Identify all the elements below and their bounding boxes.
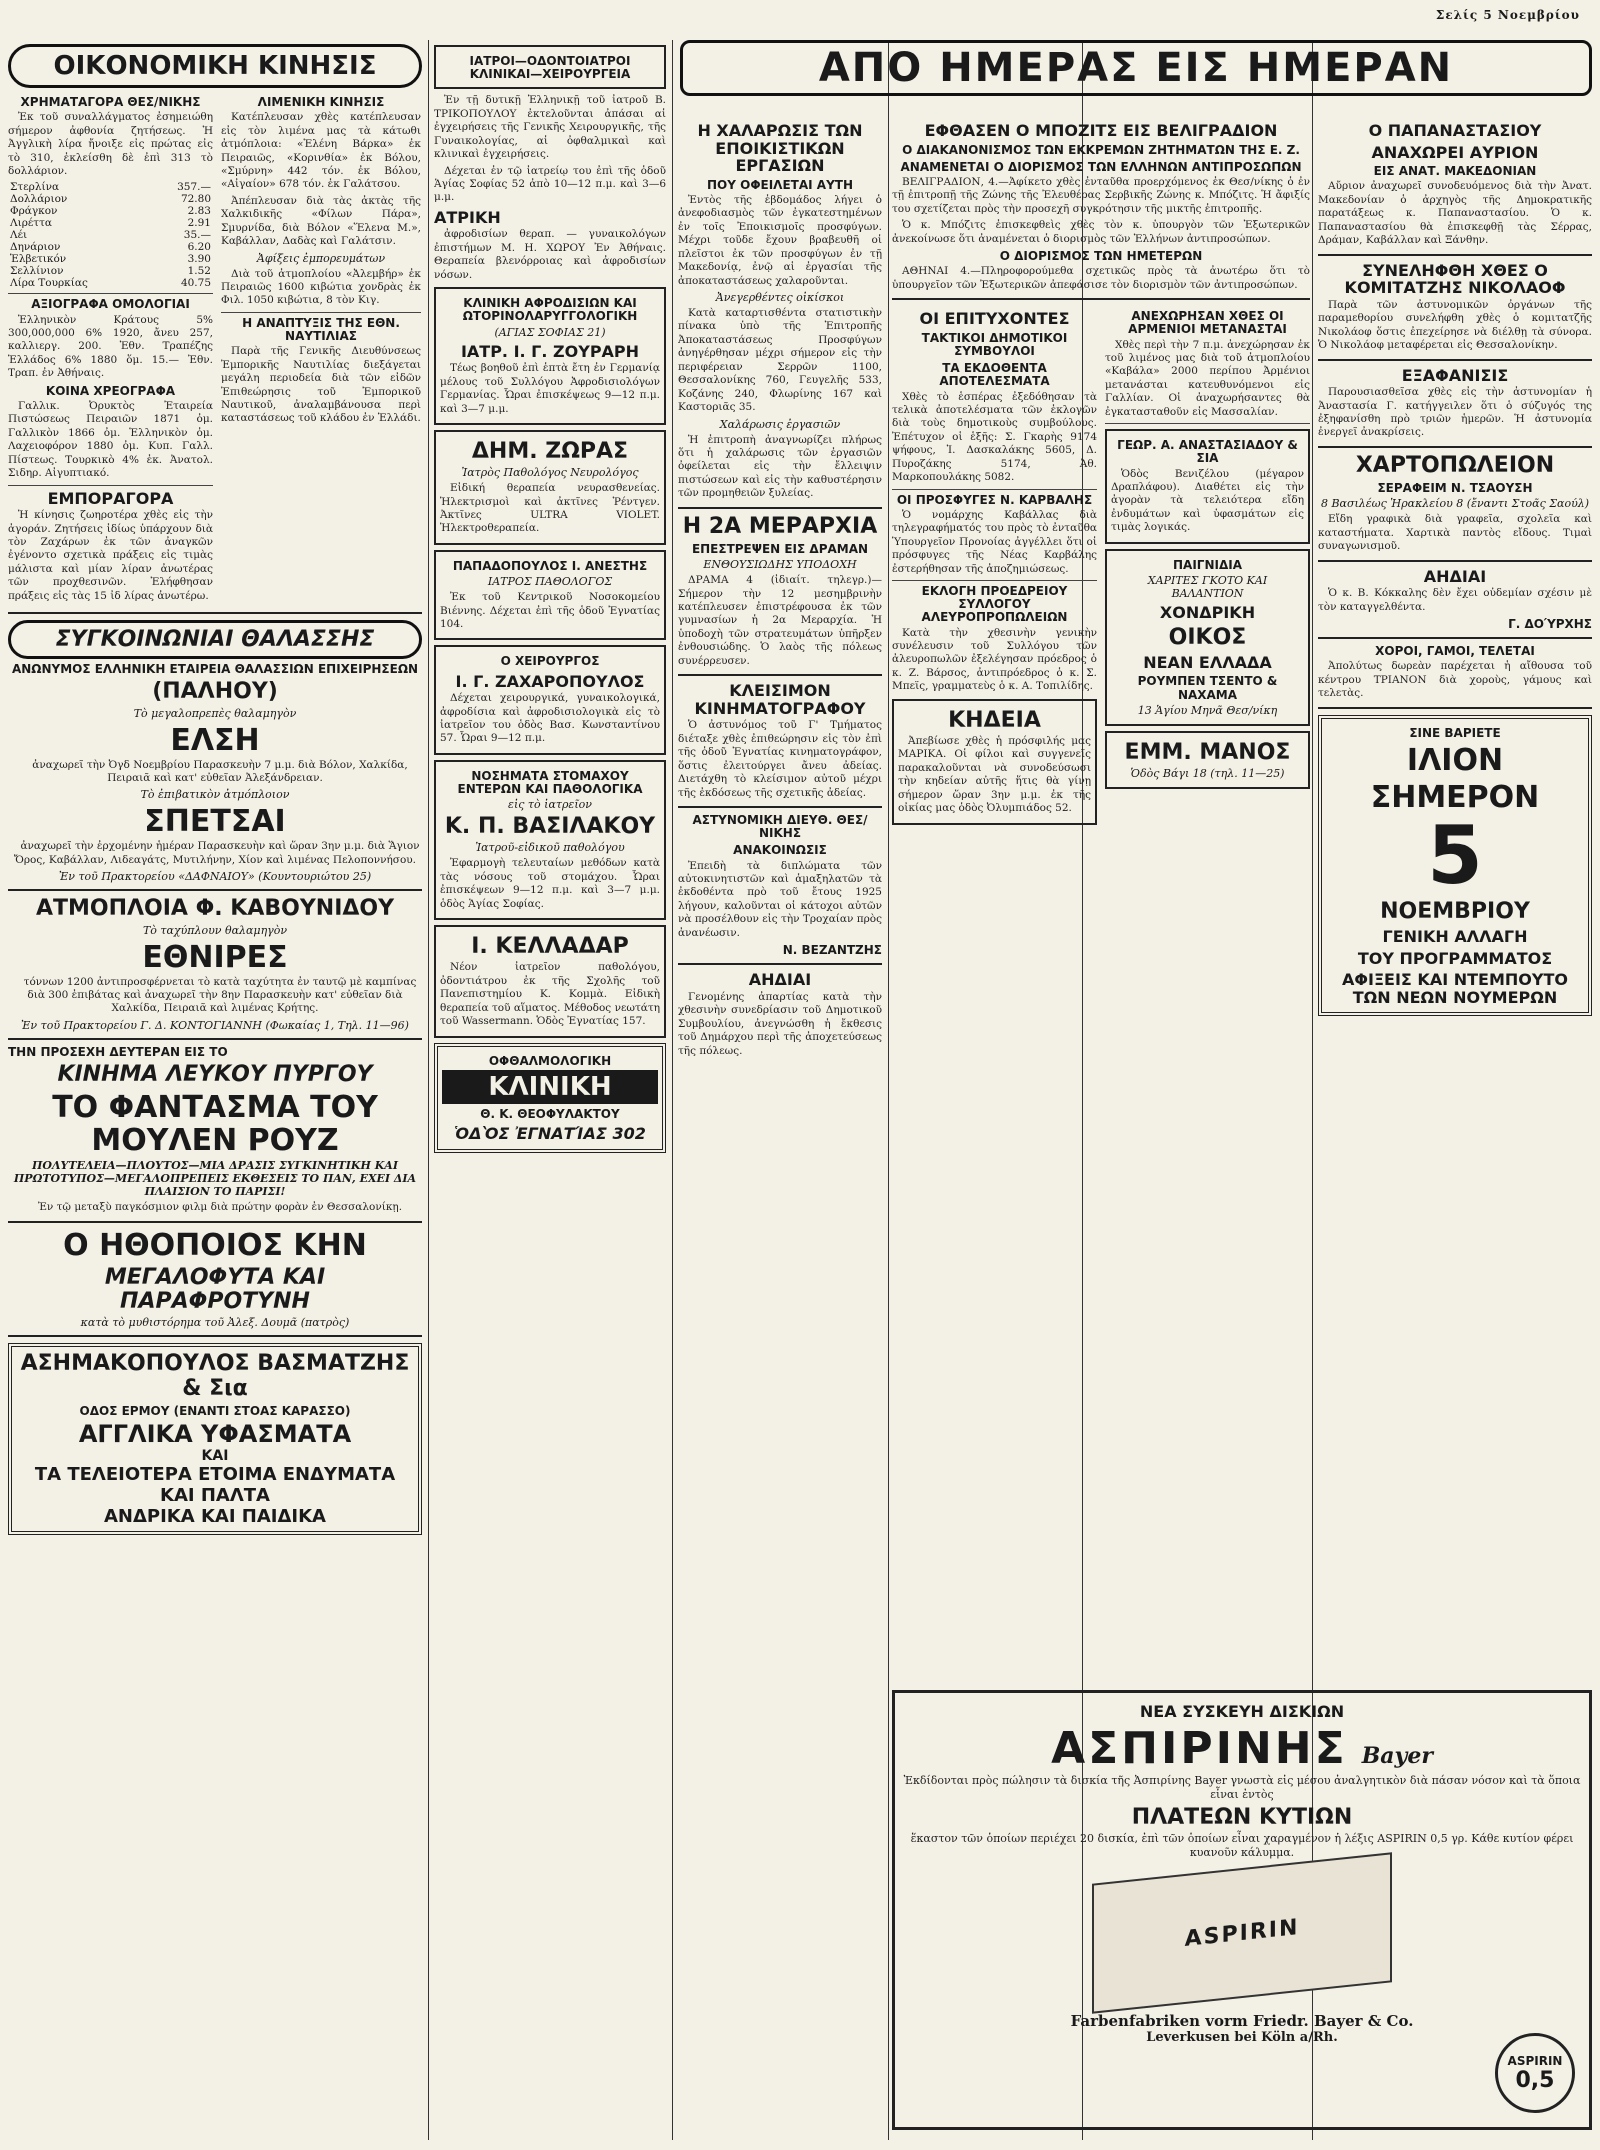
ship3-intro: Τὸ ταχύπλουν θαλαμηγὸν	[142, 923, 288, 937]
clinic-box	[434, 287, 666, 425]
divider	[1318, 446, 1592, 448]
cinema-ilion-name: ΙΛΙΟΝ	[1406, 742, 1504, 778]
actor-text: κατὰ τὸ μυθιστόρημα τοῦ Ἀλεξ. Δουμᾶ (πατρὸς)	[80, 1316, 350, 1330]
news-column-b	[892, 118, 1310, 1678]
article-police-text: Ἐπειδὴ τὰ διπλώματα τῶν αὐτοκινητιστῶν καὶ ἁμαξηλατῶν τὰ ἐκδοθέντα πρὸ τοῦ ἔτους 1925 λήγουν, καλοῦνται οἱ κάτοχοι αὐτῶν νὰ προσέλθουν εἰς τὴν Τροχαίαν πρὸς ἀνανέωσιν.	[678, 859, 882, 939]
games-box	[1105, 549, 1310, 726]
news-column-c	[1318, 118, 1592, 1688]
harbor-title: ΛΙΜΕΝΙΚΗ ΚΙΝΗΣΙΣ	[257, 95, 385, 109]
article-elected-title: ΟΙ ΕΠΙΤΥΧΟΝΤΕΣ	[919, 309, 1070, 329]
aspirin-title-row	[901, 1723, 1583, 1774]
kelladar-title: Ι. ΚΕΛΛΑΔΑΡ	[471, 934, 629, 960]
article-police-title: ΑΣΤΥΝΟΜΙΚΗ ΔΙΕΥΘ. ΘΕΣ/ΝΙΚΗΣ	[692, 812, 868, 841]
vasilakou-header: ΝΟΣΗΜΑΤΑ ΣΤΟΜΑΧΟΥ ΕΝΤΕΡΩΝ ΚΑΙ ΠΑΘΟΛΟΓΙΚΑ	[457, 768, 643, 797]
cinema-ilion-line1: ΓΕΝΙΚΗ ΑΛΛΑΓΗ	[1382, 927, 1528, 947]
table-row: Λίρα Τουρκίας 40.75	[10, 277, 211, 290]
divider	[678, 963, 882, 965]
news-subcolumn-right	[1105, 306, 1310, 829]
daily-banner: ΑΠΟ ΗΜΕΡΑΣ ΕΙΣ ΗΜΕΡΑΝ	[680, 40, 1592, 96]
article-board-title: ΕΚΛΟΓΗ ΠΡΟΕΔΡΕΙΟΥ ΣΥΛΛΟΓΟΥ ΑΛΕΥΡΟΠΡΟΠΩΛΕΙΩΝ	[921, 584, 1068, 625]
exchange-title: ΧΡΗΜΑΤΑΓΟΡΑ ΘΕΣ/ΝΙΚΗΣ	[20, 95, 201, 109]
divider	[8, 1221, 422, 1223]
news-subcolumns	[892, 306, 1310, 829]
manos-box	[1105, 731, 1310, 789]
table-row: Δολλάριον 72.80	[10, 193, 211, 206]
cinema-film: ΤΟ ΦΑΝΤΑΣΜΑ ΤΟΥ ΜΟΥΛΕΝ ΡΟΥΖ	[52, 1090, 378, 1159]
vasilakou-doctor: Ἰατροῦ-εἰδικοῦ παθολόγου	[475, 841, 625, 855]
article-papanastasiou-title: Ο ΠΑΠΑΝΑΣΤΑΣΙΟΥ	[1368, 121, 1542, 140]
table-row: Δηνάριον 6.20	[10, 241, 211, 254]
cinema-ilion-month: ΝΟΕΜΒΡΙΟΥ	[1380, 898, 1530, 924]
exchange-section	[8, 92, 213, 606]
games-brand: ΧΟΝΔΡΙΚΗ	[1159, 602, 1256, 622]
aspirin-maker: Farbenfabriken vorm Friedr. Bayer & Co.	[1070, 2012, 1414, 2031]
games-title: ΠΑΙΓΝΙΔΙΑ	[1173, 557, 1242, 572]
ship1-name: ΕΛΣΗ	[170, 722, 260, 758]
ship3-agent: Ἐν τοῦ Πρακτορείου Γ. Δ. ΚΟΝΤΟΓΙΑΝΝΗ (Φωκαίας 1, Τηλ. 11—96)	[21, 1018, 409, 1032]
article-appointment-text: ΑΘΗΝΑΙ 4.—Πληροφορούμεθα σχετικῶς πρὸς τὰ ἀνωτέρω ὅτι τὸ ὑπουργεῖον τῶν Ἐξωτερικῶν ἀπεφάσισε τὸν διορισμὸν τῶν ἀντιπροσώπων.	[892, 265, 1310, 291]
article-settlement-title: Η ΧΑΛΑΡΩΣΙΣ ΤΩΝ ΕΠΟΙΚΙΣΤΙΚΩΝ ΕΡΓΑΣΙΩΝ	[697, 121, 863, 176]
harbor-text: Κατέπλευσαν χθὲς κατέπλευσαν εἰς τὸν λιμένα μας τὰ κάτωθι ἀτμόπλοια: «Ἑλένη Βάρκα» ἐκ Πειραιῶς, «Κορινθία» ἐκ Βόλου, «Σμύρνη» 442 τόν. ἐκ Βόλου, «Αἰγαίον» 678 τόν. ἐκ Γαλάτσου.	[221, 111, 421, 191]
exports-title: Ἀφίξεις ἐμπορευμάτων	[256, 251, 386, 265]
divider	[1318, 254, 1592, 256]
doctors-column	[434, 40, 666, 2140]
house-sub: ΝΕΑΝ ΕΛΛΑΔΑ	[1143, 652, 1272, 672]
funeral-box	[892, 699, 1097, 825]
article-police-sign: Ν. ΒΕΖΑΝΤΖΗΣ	[782, 943, 882, 958]
papadopoulos-title: ΠΑΠΑΔΟΠΟΥΛΟΣ Ι. ΑΝΕΣΤΗΣ	[452, 558, 648, 573]
table-row: Σελλίνιον 1.52	[10, 265, 211, 278]
shop-advertisement	[8, 1343, 422, 1535]
aspirin-text-2: ἕκαστον τῶν ὁποίων περιέχει 20 δισκία, ἐπὶ τῶν ὁποίων εἶναι χαραγμένον ἡ λέξις ASPIRIN 0,5 γρ. Κάθε κυτίον φέρει κυανοῦν κάλυμμα.	[910, 1831, 1574, 1860]
bonds-text: Ἑλληνικὸν Κράτους 5% 300,000,000 6% 1920, ἄνευ 257, καλλιεργ. 200. Ἐθν. Τραπέζης Ἑλλάδος 6% 1880 ὅμ. 15.— Ἐθν. Τραπ. ἐν Ἀθήναις.	[8, 313, 213, 380]
article-armenians-title: ΑΝΕΧΩΡΗΣΑΝ ΧΘΕΣ ΟΙ ΑΡΜΕΝΙΟΙ ΜΕΤΑΝΑΣΤΑΙ	[1128, 309, 1287, 337]
article-bozic-title: ΕΦΘΑΣΕΝ Ο ΜΠΟΖΙΤΣ ΕΙΣ ΒΕΛΙΓΡΑΔΙΟΝ	[924, 121, 1278, 140]
aspirin-advertisement	[892, 1690, 1592, 2140]
cinema-ilion-day: 5	[1427, 808, 1483, 902]
ophthalmology-address: ὉΔῸΣ ἘΓΝΑΤΊΑΣ 302	[454, 1123, 646, 1143]
article-missing-title: ΕΞΑΦΑΝΙΣΙΣ	[1401, 365, 1509, 385]
surgeon-box	[434, 645, 666, 755]
ship3-name: ΕΘΝΙΡΕΣ	[142, 939, 288, 975]
house-address: 13 Ἁγίου Μηνᾶ Θεσ/νίκη	[1137, 703, 1278, 717]
stationery-title: ΧΑΡΤΟΠΩΛΕΙΟΝ	[1355, 452, 1555, 478]
aspirin-package-image	[1092, 1852, 1392, 2014]
zoras-title: ΔΗΜ. ΖΩΡΑΣ	[471, 438, 629, 464]
article-papanastasiou-sub2: ΕΙΣ ΑΝΑΤ. ΜΑΚΕΔΟΝΙΑΝ	[1373, 164, 1537, 179]
notice-sign: Γ. ΔΟΎΡΧΗΣ	[1508, 617, 1592, 631]
shop-line-2: ΚΑΙ	[201, 1448, 229, 1465]
aspirin-seal	[1495, 2033, 1575, 2113]
column-rule	[672, 40, 673, 2140]
aspirin-box	[892, 1690, 1592, 2130]
article-papanastasiou-sub: ΑΝΑΧΩΡΕΙ ΑΥΡΙΟΝ	[1371, 142, 1539, 162]
intro-text: Ἐν τῇ δυτικῇ Ἑλληνικῇ τοῦ ἰατροῦ Β. ΤΡΙΚΟΠΟΥΛΟΥ ἐκτελοῦνται ἀπάσαι αἱ ἐγχειρήσεις τῆς Γενικῆς Χειρουργικῆς, τῆς Γυναικολογίας, αἱ ὀφθαλμικαὶ καὶ κλινικαὶ ἐγχειρήσεις.	[434, 94, 666, 161]
article-elected-sub: ΤΑΚΤΙΚΟΙ ΔΗΜΟΤΙΚΟΙ ΣΥΜΒΟΥΛΟΙ	[921, 330, 1068, 358]
sea-banner: ΣΥΓΚΟΙΝΩΝΙΑΙ ΘΑΛΑΣΣΗΣ	[8, 620, 422, 659]
divider	[8, 293, 213, 294]
aspirin-header: ΝΕΑ ΣΥΣΚΕΥΗ ΔΙΣΚΙΩΝ	[1139, 1702, 1345, 1721]
news-column-a	[678, 118, 882, 1698]
company-title: ΑΝΩΝΥΜΟΣ ΕΛΛΗΝΙΚΗ ΕΤΑΙΡΕΙΑ ΘΑΛΑΣΣΙΩΝ ΕΠΙΧΕΙΡΗΣΕΩΝ	[11, 662, 419, 677]
article-bozic-sub2: ΑΝΑΜΕΝΕΤΑΙ Ο ΔΙΟΡΙΣΜΟΣ ΤΩΝ ΕΛΛΗΝΩΝ ΑΝΤΙΠΡΟΣΩΠΩΝ	[900, 159, 1302, 174]
house-title: ΟΙΚΟΣ	[1168, 624, 1247, 650]
clinic-title: ΚΛΙΝΙΚΗ ΑΦΡΟΔΙΣΙΩΝ ΚΑΙ ΩΤΟΡΙΝΟΛΑΡΥΓΓΟΛΟΓΙΚΗ	[462, 296, 638, 324]
divider	[892, 298, 1310, 300]
shop-line-1: ΑΓΓΛΙΚΑ ΥΦΑΣΜΑΤΑ	[78, 1420, 352, 1449]
economy-sections	[8, 92, 422, 606]
article-division-title: Η 2Α ΜΕΡΑΡΧΙΑ	[682, 513, 878, 539]
cinema-name: ΚΙΝΗΜΑ ΛΕΥΚΟΥ ΠΥΡΓΟΥ	[57, 1062, 373, 1088]
anastasiadou-text: Ὁδὸς Βενιζέλου (μέγαρον Δραπλάφου). Διαθέτει εἰς τὴν ἀγορὰν τὰ τελειότερα εἴδη ἐνδυμάτων καὶ ὑφασμάτων εἰς τιμὰς λογικάς.	[1111, 467, 1304, 534]
article-bozic-sub: Ο ΔΙΑΚΑΝΟΝΙΣΜΟΣ ΤΩΝ ΕΚΚΡΕΜΩΝ ΖΗΤΗΜΑΤΩΝ ΤΗΣ Ε. Ζ.	[902, 142, 1300, 157]
company-name: (ΠΑΛΗΟΥ)	[152, 679, 278, 705]
cinema-intro: ΤΗΝ ΠΡΟΣΕΧΗ ΔΕΥΤΕΡΑΝ ΕΙΣ ΤΟ	[8, 1044, 228, 1059]
events-title: ΧΟΡΟΙ, ΓΑΜΟΙ, ΤΕΛΕΤΑΙ	[1375, 644, 1535, 659]
aspirin-package-label: ASPIRIN	[1184, 1914, 1300, 1952]
shop-address: ΟΔΟΣ ΕΡΜΟΥ (ΕΝΑΝΤΙ ΣΤΟΑΣ ΚΑΡΑΣΣΟ)	[79, 1404, 351, 1419]
papadopoulos-text: Ἐκ τοῦ Κεντρικοῦ Νοσοκομείου Βιέννης. Δέχεται ἐπὶ τῆς ὁδοῦ Ἐγνατίας 104.	[440, 591, 660, 630]
cinema-ilion-head: ΣΙΝΕ ΒΑΡΙΕΤΕ	[1409, 725, 1501, 740]
article-appointment-title: Ο ΔΙΟΡΙΣΜΟΣ ΤΩΝ ΗΜΕΤΕΡΩΝ	[999, 249, 1203, 264]
games-sub: ΧΑΡΙΤΕΣ ΓΚΟΤΟ ΚΑΙ ΒΑΛΑΝΤΙΟΝ	[1147, 573, 1268, 600]
divider	[221, 312, 421, 313]
divider	[678, 674, 882, 676]
article-arrest-title: ΣΥΝΕΛΗΦΘΗ ΧΘΕΣ Ο ΚΟΜΙΤΑΤΖΗΣ ΝΙΚΟΛΑΟΦ	[1344, 260, 1566, 298]
harbor-text-2: Ἀπέπλευσαν διὰ τὰς ἀκτὰς τῆς Χαλκιδικῆς «Φίλων Πάρα», Σμυρνίδα, διὰ Βόλον «Ἕλενα Μ.», Καβάλλαν, Δαδὰς καὶ Γαλάτσιν.	[221, 194, 421, 248]
article-papanastasiou-text: Αὔριον ἀναχωρεῖ συνοδευόμενος διὰ τὴν Ἀνατ. Μακεδονίαν ὁ ἀρχηγὸς τῆς Δημοκρατικῆς παρατάξεως κ. Παπαναστασίου. Ὁ κ. Παπαναστασίου θὰ ἐπισκεφθῇ τὰς Σέρρας, Δράμαν, Καβάλλαν καὶ Ξάνθην.	[1318, 180, 1592, 247]
aspirin-text: Ἐκδίδονται πρὸς πώλησιν τὰ δισκία τῆς Ἀσπιρίνης Bayer γνωστὰ εἰς μέσου ἀναλγητικὸν διὰ πάσαν νόσον καὶ τὰ ὅποια εἶναι ἐντὸς	[903, 1773, 1581, 1801]
article-elected-text: Χθὲς τὸ ἑσπέρας ἐξεδόθησαν τὰ τελικὰ ἀποτελέσματα τῶν ἐκλογῶν διὰ τοὺς δημοτικοὺς συμβούλους. Ἐπέτυχον οἱ ἑξῆς: Σ. Γκαρὴς 9174 ψήφους, Ἰ. Δασκαλάκης 5605, Δ. Πυροζάκης 5174, Ἀθ. Μαρκοπουλάκης 5082.	[892, 390, 1097, 484]
harbor-section	[221, 92, 421, 606]
actor-title: Ο ΗΘΟΠΟΙΟΣ ΚΗΝ	[63, 1227, 367, 1263]
divider	[678, 806, 882, 808]
intro-text-2: Δέχεται ἐν τῷ ἰατρείῳ του ἐπὶ τῆς ὁδοῦ Ἁγίας Σοφίας 52 ἀπὸ 10—12 π.μ. καὶ 3—6 μ.μ.	[434, 164, 666, 204]
table-row: Λιρέττα 2.91	[10, 217, 211, 230]
article-settlement-sub2: Ἀνεγερθέντες οἰκίσκοι	[715, 291, 845, 305]
divider	[8, 1038, 422, 1040]
aspirin-seal-text: ASPIRIN	[1507, 2053, 1563, 2068]
cinema-note: Ἐν τῷ μεταξὺ παγκόσμιον φιλμ διὰ πρώτην φορὰν ἐν Θεσσαλονίκῃ.	[37, 1201, 403, 1214]
article-elected-sub2: ΤΑ ΕΚΔΟΘΕΝΤΑ ΑΠΟΤΕΛΕΣΜΑΤΑ	[939, 361, 1050, 389]
ship3-title: ΑΤΜΟΠΛΟΙΑ Φ. ΚΑΒΟΥΝΙΔΟΥ	[35, 896, 395, 922]
atrikh-title: ΑΤΡΙΚΗ	[434, 207, 501, 227]
table-row: Ἑλβετικόν 3.90	[10, 253, 211, 266]
rates-table	[8, 181, 213, 289]
vasilakou-text: Ἐφαρμογὴ τελευταίων μεθόδων κατὰ τὰς νόσους τοῦ στομάχου. Ὧραι ἐπισκέψεων 9—12 π.μ. καὶ 3—7 μ.μ. ὁδὸς Ἁγίας Σοφίας.	[440, 857, 660, 910]
article-division-sub2: ΕΝΘΟΥΣΙΩΔΗΣ ΥΠΟΔΟΧΗ	[703, 558, 857, 572]
surgeon-title: Ι. Γ. ΖΑΧΑΡΟΠΟΥΛΟΣ	[455, 671, 645, 691]
table-row: Φράγκον 2.83	[10, 205, 211, 218]
stationery-address: 8 Βασιλέως Ἡρακλείου 8 (ἔναντι Στοᾶς Σαούλ)	[1320, 497, 1590, 511]
article-arrest-text: Παρὰ τῶν ἀστυνομικῶν ὀργάνων τῆς παραμεθορίου συνελήφθη χθὲς ὁ κομιτατζῆς Νικολάοφ ὅστις ἐπεχείρησε νὰ διέλθῃ τὰ σύνορα. Ὁ Νικολάοφ μεταφέρεται εἰς Θεσσαλονίκην.	[1318, 298, 1592, 352]
ship2-name: ΣΠΕΤΣΑΙ	[144, 804, 286, 840]
divider	[8, 612, 422, 614]
stationery-text: Εἴδη γραφικὰ διὰ γραφεῖα, σχολεῖα καὶ καταστήματα. Χαρτικὰ παντὸς εἴδους. Τιμαὶ συναγωνισμοῦ.	[1318, 513, 1592, 553]
article-board-text: Κατὰ τὴν χθεσινὴν γενικὴν συνέλευσιν τοῦ Συλλόγου τῶν ἀλευροπωλῶν ἐξελέγησαν πρόεδρος ὁ κ. Ζ. Βάρσος, ἀντιπρόεδρος ὁ κ. Σ. Μπεϊς, γραμματεὺς ὁ κ. Α. Τοπιλίδης.	[892, 626, 1097, 693]
divider	[678, 507, 882, 509]
ship1-text: ἀναχωρεῖ τὴν Ὀγδ Νοεμβρίου Παρασκευὴν 7 μ.μ. διὰ Βόλον, Χαλκίδα, Πειραιᾶ καὶ κατ' εὐθεῖαν Ἀλεξάνδρειαν.	[32, 758, 408, 785]
divider	[1318, 359, 1592, 361]
kelladar-box	[434, 925, 666, 1037]
clinic-doctor: ΙΑΤΡ. Ι. Γ. ΖΟΥΡΑΡΗ	[460, 341, 640, 361]
daily-banner-area	[680, 40, 1592, 110]
ship2-intro: Τὸ ἐπιβατικὸν ἀτμόπλοιον	[140, 788, 290, 802]
divider	[892, 489, 1097, 490]
papadopoulos-subtitle: ΙΑΤΡΟΣ ΠΑΘΟΛΟΓΟΣ	[487, 575, 613, 589]
shipping-text: Παρὰ τῆς Γενικῆς Διευθύνσεως Ἐμπορικῆς Ναυτιλίας διεξάγεται μεγάλη περιοδεία διὰ τῶν εἰδῶν Ἐπιθεώρησις τοῦ Ἐμπορικοῦ Ναυτικοῦ, ἀναλαμβάνουσα περὶ καταστάσεως τοῦ κλάδου ἐν Ἑλλάδι.	[221, 345, 421, 425]
bonds-title: ΑΞΙΟΓΡΑΦΑ ΟΜΟΛΟΓΙΑΙ	[31, 297, 190, 312]
table-row: Στερλίνα 357.—	[10, 181, 211, 194]
article-settlement-sub3: Χαλάρωσις ἐργασιῶν	[719, 417, 841, 431]
cinema-tagline: ΠΟΛΥΤΕΛΕΙΑ—ΠΛΟΥΤΟΣ—ΜΙΑ ΔΡΑΣΙΣ ΣΥΓΚΙΝΗΤΙΚΗ ΚΑΙ ΠΡΩΤΟΤΥΠΟΣ—ΜΕΓΑΛΟΠΡΕΠΕΙΣ ΕΚΘΕΣΕΙΣ ΤΟ ΠΑΝ, ΕΧΕΙ ΔΙΑ ΠΛΑΙΣΙΟΝ ΤΟ ΠΑΡΙΣΙ!	[13, 1159, 417, 1199]
cinema-ilion-line3: ΑΦΙΞΕΙΣ ΚΑΙ ΝΤΕΜΠΟΥΤΟ ΤΩΝ ΝΕΩΝ ΝΟΥΜΕΡΩΝ	[1342, 970, 1568, 1007]
manos-address: Ὁδὸς Βάγι 18 (τηλ. 11—25)	[1130, 766, 1285, 780]
divider	[8, 889, 422, 891]
shop-line-4: ΑΝΔΡΙΚΑ ΚΑΙ ΠΑΙΔΙΚΑ	[103, 1506, 326, 1528]
shares-text: Γαλλικ. Ὀρυκτὸς Ἐταιρεία Πιστώσεως Πειραιῶν 1871 ὀμ. Γαλλικὸν 1866 ὀμ. Ἑλληνικὸν ὀμ. Λαχειοφόρον 1880 ὀμ. Κυπ. Γαλλ. Πίστεως. Τουρκικὸ 4% ἐκ. Ἀνατολ. Σιδηρ. Αἰγυπτιακό.	[8, 399, 213, 480]
aspirin-city: Leverkusen bei Köln a/Rh.	[1146, 2030, 1338, 2046]
aspirin-seal-dose: 0,5	[1515, 2067, 1555, 2093]
bayer-logo: Bayer	[1361, 1742, 1433, 1769]
notice-title: ΑΗΔΙΑΙ	[1423, 566, 1487, 586]
article-notice-text: Γενομένης ἀπαρτίας κατὰ τὴν χθεσινὴν συνεδρίασιν τοῦ Δημοτικοῦ Συμβουλίου, ἀνεγνώσθη ἡ ἔκθεσις τοῦ Δημάρχου περὶ τῆς ἀποχετεύσεως τῆς πόλεως.	[678, 990, 882, 1057]
column-rule	[428, 40, 429, 2140]
shop-line-3: ΤΑ ΤΕΛΕΙΟΤΕΡΑ ΕΤΟΙΜΑ ΕΝΔΥΜΑΤΑ ΚΑΙ ΠΑΛΤΑ	[34, 1464, 396, 1507]
ship2-agent: Ἐν τοῦ Πρακτορείου «ΔΑΦΝΑΙΟΥ» (Κουντουριώτου 25)	[58, 870, 372, 884]
zoras-text: Εἰδική θεραπεία νευρασθενείας. Ἡλεκτρισμοὶ καὶ ἀκτῖνες Ῥέντγεν. Ἀκτῖνες ULTRA VIOLET. Ἡλεκτροθεραπεία.	[440, 482, 660, 535]
atrikh-text: ἀφροδισίων θεραπ. — γυναικολόγων ἐπιστήμων Μ. Η. ΧΩΡΟΥ Ἐν Ἀθήναις. Θεραπεία βλενόρροιας καὶ ἀφροδισίων νόσων.	[434, 228, 666, 281]
article-cinema-title: ΚΛΕΙΣΙΜΟΝ ΚΙΝΗΜΑΤΟΓΡΑΦΟΥ	[694, 681, 866, 718]
article-settlement-text2: Κατὰ καταρτισθέντα στατιστικὴν πίνακα ὑπὸ τῆς Ἐπιτροπῆς Ἀποκαταστάσεως Προσφύγων ἀνηγέρθησαν μέχρι σήμερον εἰς τὴν περιφέρειαν Σερρῶν 1100, Θεσσαλονίκης 760, Γευγελῆς 533, Κοζάνης 240, Φλωρίνης 167 καὶ Καστοριᾶς 35.	[678, 307, 882, 414]
table-row: Λέι 35.—	[10, 229, 211, 242]
vasilakou-sub: εἰς τὸ ἰατρεῖον	[508, 798, 592, 812]
cinema-ilion-box	[1318, 715, 1592, 1017]
article-bozic-text2: Ὁ κ. Μπόζιτς ἐπισκεφθεὶς χθὲς τὸν κ. ὑπουργὸν τῶν Ἐξωτερικῶν ἀνεκοίνωσε ὅτι ἀναμένεται ὁ διορισμὸς τῶν Ἑλλήνων ἀντιπροσώπων.	[892, 219, 1310, 245]
divider	[1318, 637, 1592, 639]
zoras-subtitle: Ἰατρὸς Παθολόγος Νευρολόγος	[461, 466, 639, 480]
kelladar-text: Νέον ἰατρεῖον παθολόγου, ὀδοντιάτρου ἐκ τῆς Σχολῆς τοῦ Πανεπιστημίου Κ. Κομμὰ. Εἰδικὴ θεραπεία τοῦ αἵματος. Μέθοδος νεωτάτη τοῦ Wassermann. Ὁδὸς Ἐγνατίας 157.	[440, 961, 660, 1028]
article-division-text: ΔΡΑΜΑ 4 (ἰδιαίτ. τηλεγρ.)—Σήμερον τὴν 12 μεσημβρινὴν κατέπλευσεν ἐπιστρέφουσα ἐκ τῶν γυμνασίων ἡ 2α Μεραρχία. Ἡ ὑποδοχὴ τῶν στρατευμάτων ὑπῆρξεν ἐνθουσιώδης. Ὁ λαὸς τῆς πόλεως συνέρρευσεν.	[678, 574, 882, 667]
ophthalmology-doctor: Θ. Κ. ΘΕΟΦΥΛΑΚΤΟΥ	[480, 1106, 620, 1121]
surgeon-intro: Ο ΧΕΙΡΟΥΡΓΟΣ	[500, 654, 600, 669]
page-date-line: Σελίς 5 Νοεμβρίου	[1435, 8, 1580, 22]
divider	[892, 580, 1097, 581]
commerce-text: Ἡ κίνησις ζωηροτέρα χθὲς εἰς τὴν ἀγοράν. Ζητήσεις ἰδίως ὑπάρχουν διὰ τὸν Ζαχάρων ἐκ τῶν ἀναγκῶν ἐγένοντο σχετικὰ πράξεις εἰς τιμὰς μάλιστα καὶ μίαν λίραν ἀνωτέρας τῶν προχθεσινῶν. Ἐλήφθησαν πράξεις εἰς τὰς 15 ἰδ λίρας ἀνωτέρω.	[8, 509, 213, 602]
commerce-title: ΕΜΠΟΡΑΓΟΡΑ	[47, 488, 174, 508]
divider	[1318, 707, 1592, 709]
vasilakou-box	[434, 760, 666, 920]
divider	[1105, 423, 1310, 424]
doctors-header-box	[434, 45, 666, 89]
ophthalmology-title: ΚΛΙΝΙΚΗ	[442, 1070, 658, 1104]
economy-banner: ΟΙΚΟΝΟΜΙΚΗ ΚΙΝΗΣΙΣ	[8, 44, 422, 88]
shop-title: ΑΣΗΜΑΚΟΠΟΥΛΟΣ ΒΑΣΜΑΤΖΗΣ & Σια	[20, 1351, 410, 1402]
shipping-title: Η ΑΝΑΠΤΥΞΙΣ ΤΗΣ ΕΘΝ. ΝΑΥΤΙΛΙΑΣ	[242, 315, 400, 344]
aspirin-subtitle: ΠΛΑΤΕΩΝ ΚΥΤΙΩΝ	[1131, 1804, 1353, 1830]
manos-title: ΕΜΜ. ΜΑΝΟΣ	[1124, 739, 1291, 765]
economy-column	[8, 40, 422, 2140]
ship1-intro: Τὸ μεγαλοπρεπὲς θαλαμηγὸν	[133, 706, 297, 720]
article-settlement-sub: ΠΟΥ ΟΦΕΙΛΕΤΑΙ ΑΥΤΗ	[707, 177, 853, 192]
ophthalmology-box	[434, 1043, 666, 1153]
cinema-ilion-line2: ΤΟΥ ΠΡΟΓΡΑΜΜΑΤΟΣ	[1357, 948, 1553, 968]
shares-title: ΚΟΙΝΑ ΧΡΕΟΓΡΑΦΑ	[45, 383, 176, 398]
aspirin-title: ΑΣΠΙΡΙΝΗΣ	[1051, 1722, 1348, 1774]
ship3-text: τόννων 1200 ἀντιπροσφέρνεται τὸ κατὰ ταχύτητα ἐν ταυτῷ μὲ καμπίνας διὰ 300 ἐπιβάτας καὶ ἀναχωρεῖ τὴν 8ην Παρασκευὴν κατ' εὐθεῖαν διὰ Χαλκίδα, Πειραιᾶ καὶ λιμένας Κρήτης.	[23, 975, 417, 1015]
zoras-box	[434, 430, 666, 545]
surgeon-text: Δέχεται χειρουργικά, γυναικολογικά, ἀφροδίσια καὶ ἀφροδισιολογικὰ εἰς τὸ ἰατρεῖον του ὁδὸς Βασ. Κωνσταντίνου 57. Ὧραι 9—12 π.μ.	[440, 692, 660, 745]
article-cinema-text: Ὁ ἀστυνόμος τοῦ Γ' Τμήματος διέταξε χθὲς ἐπιθεώρησιν εἰς τὸν ἐπὶ τῆς ὁδοῦ Ἐγνατίας κινηματογράφον, ὅστις ἐλειτούργει ἄνευ ἀδείας. Διετάχθη τὸ κλείσιμον αὐτοῦ μέχρι τῆς ἐκδόσεως τῆς σχετικῆς ἀδείας.	[678, 719, 882, 799]
article-bozic-text: ΒΕΛΙΓΡΑΔΙΟΝ, 4.—Ἀφίκετο χθὲς ἐνταῦθα προερχόμενος ἐκ Θεσ/νίκης ὁ ἐν τῇ ἐπιτροπῇ τῆς Ζώνης τῆς Ἐλευθέρας Σερβικῆς Ζώνης κ. Μπόζιτς. Ἡ ἄφιξίς του σχετίζεται πρὸς τὴν προσεχῆ συγκρότησιν τῆς μικτῆς ἐπιτροπῆς.	[892, 175, 1310, 215]
article-division-sub: ΕΠΕΣΤΡΕΨΕΝ ΕΙΣ ΔΡΑΜΑΝ	[691, 541, 869, 556]
exchange-text: Ἐκ τοῦ συναλλάγματος ἐσημειώθη σήμερον ἀφθονία ζητήσεως. Ἡ Ἀγγλικὴ λίρα ἤνοιξε εἰς πρώτας εἰς τὸ 310, ἐκλείσθη δὲ ἐπὶ 313 τὸ δολλάριον.	[8, 111, 213, 177]
cinema-ilion-today: ΣΗΜΕΡΟΝ	[1370, 779, 1540, 815]
article-notice-title: ΑΗΔΙΑΙ	[748, 970, 812, 990]
article-armenians-text: Χθὲς περὶ τὴν 7 π.μ. ἀνεχώρησαν ἐκ τοῦ λιμένος μας διὰ τοῦ ἀτμοπλοίου «Καβάλα» 2000 περίπου Ἀρμένιοι μετανάσται κατευθυνόμενοι εἰς Γαλλίαν. Οἱ ἀναχωρήσαντες θὰ ἐγκατασταθοῦν εἰς Μασσαλίαν.	[1105, 338, 1310, 418]
clinic-text: Τέως βοηθοῦ ἐπὶ ἑπτὰ ἔτη ἐν Γερμανίᾳ μέλους τοῦ Συλλόγου Ἀφροδισιολόγων Γερμανίας. Ὧραι ἐπισκέψεως 9—12 π.μ. καὶ 3—7 μ.μ.	[440, 362, 660, 415]
doctors-header: ΙΑΤΡΟΙ—ΟΔΟΝΤΟΙΑΤΡΟΙ ΚΛΙΝΙΚΑΙ—ΧΕΙΡΟΥΡΓΕΙΑ	[469, 54, 631, 82]
vasilakou-title: Κ. Π. ΒΑΣΙΛΑΚΟΥ	[444, 814, 656, 840]
funeral-title: ΚΗΔΕΙΑ	[948, 707, 1041, 733]
anastasiadou-box	[1105, 429, 1310, 544]
actor-subtitle: ΜΕΓΑΛΟΦΥΤΑ ΚΑΙ ΠΑΡΑΦΡΟΤΥΝΗ	[104, 1264, 326, 1314]
ophthalmology-header: ΟΦΘΑΛΜΟΛΟΓΙΚΗ	[488, 1053, 612, 1068]
clinic-subtitle: (ΑΓΙΑΣ ΣΟΦΙΑΣ 21)	[494, 325, 606, 339]
article-settlement-text: Ἐντὸς τῆς ἑβδομάδος λήγει ὁ ἀνεφοδιασμὸς τῶν ἐγκατεστημένων ἐν τοῖς Ἐποικισμοῖς προσφύγων. Μέχρι τοῦδε ἔχουν βραβευθῆ οἱ πλεῖστοι ἐκ τῶν προσφύγων ἐν τῇ Μακεδονίᾳ, ἐνῷ αἱ ἐργασίαι τῆς ἀποκαταστάσεως χαλαροῦνται.	[678, 193, 882, 287]
papadopoulos-box	[434, 550, 666, 641]
article-settlement-text3: Ἡ ἐπιτροπὴ ἀναγνωρίζει πλήρως ὅτι ἡ χαλάρωσις τῶν ἐργασιῶν ὀφείλεται εἰς τὴν ἔλλειψιν πιστώσεων καὶ εἰς τὴν καθυστέρησιν τῶν προμηθειῶν ξυλείας.	[678, 433, 882, 500]
article-refugees-title: ΟΙ ΠΡΟΣΦΥΓΕΣ Ν. ΚΑΡΒΑΛΗΣ	[896, 492, 1093, 507]
funeral-text: Ἀπεβίωσε χθὲς ἡ πρόσφιλής μας ΜΑΡΙΚΑ. Οἱ φίλοι καὶ συγγενεῖς παρακαλοῦνται νὰ συνοδεύσωσι τὴν κηδείαν αὐτῆς ἥτις θὰ γίνῃ σήμερον ὥραν 3ην μ.μ. ἐκ τῆς οἰκίας μας ὁδὸς Ὀλυμπιάδος 52.	[898, 734, 1091, 815]
ship2-text: ἀναχωρεῖ τὴν ἐρχομένην ἡμέραν Παρασκευὴν καὶ ὥραν 3ην μ.μ. διὰ Ἅγιον Ὄρος, Καβάλλαν, Λιδεαγάτς, Μυτιλήνην, Χίον καὶ λιμένας Πελοποννήσου.	[14, 840, 420, 866]
exports-text: Διὰ τοῦ ἀτμοπλοίου «Ἀλεμβήρ» ἐκ Πειραιῶς 1600 κιβώτια χονδρὰς ἐκ Φιλ. 1050 κιβώτια, 8 τὸν Κιγ.	[221, 267, 421, 307]
house-sub2: ΡΟΥΜΠΕΝ ΤΣΕΝΤΟ & ΝΑΧΑΜΑ	[1137, 674, 1278, 702]
divider	[8, 1335, 422, 1337]
events-text: Ἀπολύτως δωρεὰν παρέχεται ἡ αἴθουσα τοῦ κέντρου ΤΡΙΑΝΟΝ διὰ χοροὺς, γάμους καὶ τελετὰς.	[1318, 660, 1592, 700]
divider	[1318, 560, 1592, 562]
anastasiadou-title: ΓΕΩΡ. Α. ΑΝΑΣΤΑΣΙΑΔΟΥ & ΣΙΑ	[1117, 438, 1298, 466]
stationery-sub: ΣΕΡΑΦΕΙΜ Ν. ΤΣΑΟΥΣΗ	[1377, 481, 1533, 496]
notice-text: Ὁ κ. Β. Κόκκαλης δὲν ἔχει οὐδεμίαν σχέσιν μὲ τὸν καταγγελθέντα.	[1318, 587, 1592, 613]
divider	[8, 485, 213, 486]
article-police-sub: ΑΝΑΚΟΙΝΩΣΙΣ	[733, 843, 827, 858]
article-refugees-text: Ὁ νομάρχης Καβάλλας διὰ τηλεγραφήματός του πρὸς τὸ ἐνταῦθα Ὑπουργεῖον Προνοίας ἀγγέλλει ὅτι οἱ πρόσφυγες τῆς Νέας Καρβάλης ἐστερήθησαν τῆς ἀποζημιώσεως.	[892, 508, 1097, 575]
column-rule	[888, 40, 889, 2140]
news-subcolumn-left	[892, 306, 1097, 829]
article-missing-text: Παρουσιασθεῖσα χθὲς εἰς τὴν ἀστυνομίαν ἡ Ἀναστασία Γ. κατήγγειλεν ὅτι ὁ σύζυγός της ἐξηφανίσθη πρὸ τριῶν ἡμερῶν. Ἡ ἀστυνομία ἐνεργεῖ ἀνακρίσεις.	[1318, 386, 1592, 439]
